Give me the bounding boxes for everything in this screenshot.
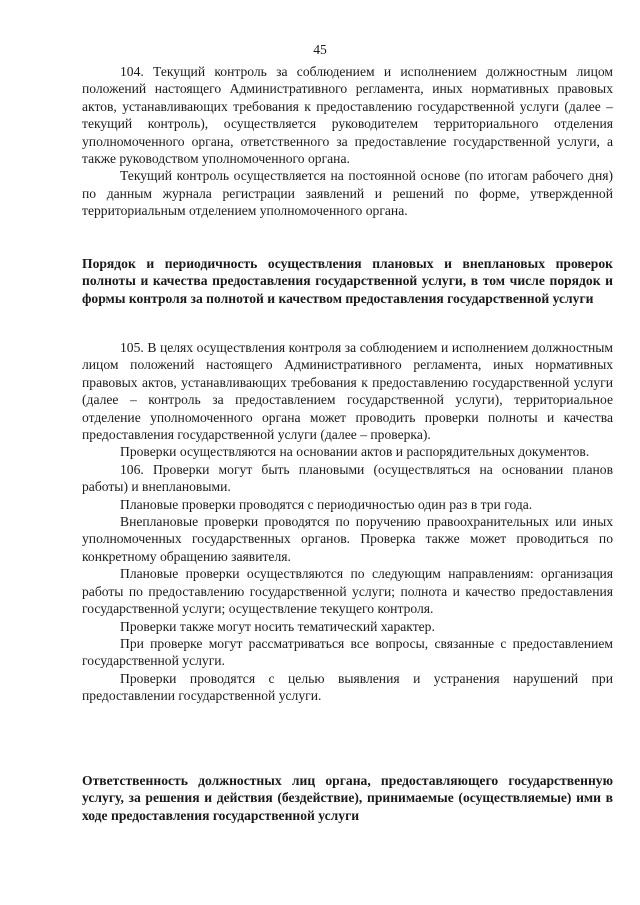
section-heading-responsibility bbox=[82, 772, 613, 824]
paragraph-106-purpose: Проверки проводятся с целью выявления и устранения нарушений при предоставлении государственной услуги. bbox=[82, 670, 613, 704]
paragraph-105: 105. В целях осуществления контроля за соблюдением и исполнением должностным лицом положений настоящего Административного регламента, иных нормативных правовых актов, устанавливающих требования к предоставлению государственной услуги (далее – контроль за предоставлением государственной услуги), территориальное отделение уполномоченного органа может проводить проверки полноты и качества предоставления государственной услуги (далее – проверка). bbox=[82, 340, 613, 443]
section-heading-inspections bbox=[82, 255, 613, 307]
section-current-control bbox=[82, 63, 613, 220]
paragraph-106-directions: Плановые проверки осуществляются по следующим направлениям: организация работы по предоставлению государственной услуги; полнота и качество предоставления государственной услуги; осуществление текущего контроля. bbox=[82, 566, 613, 617]
paragraph-104: 104. Текущий контроль за соблюдением и исполнением должностным лицом положений настоящего Административного регламента, иных нормативных правовых актов, устанавливающих требования к предоставлению государственной услуги (далее – текущий контроль), осуществляется руководителем территориального отделения уполномоченного органа, ответственного за предоставление государственной услуги, а также руководством уполномоченного органа. bbox=[82, 64, 613, 167]
paragraph-106-planned: Плановые проверки проводятся с периодичностью один раз в три года. bbox=[120, 496, 533, 512]
section-inspections bbox=[82, 339, 613, 705]
heading-responsibility: Ответственность должностных лиц органа, предоставляющего государственную услугу, за решения и действия (бездействие), принимаемые (осуществляемые) ими в ходе предоставления государственной услуги bbox=[82, 773, 613, 823]
paragraph-104-continuation: Текущий контроль осуществляется на постоянной основе (по итогам рабочего дня) по данным журнала регистрации заявлений и решений по форме, утвержденной территориальным отделением уполномоченного органа. bbox=[82, 168, 613, 219]
paragraph-106: 106. Проверки могут быть плановыми (осуществляться на основании планов работы) и внеплановыми. bbox=[82, 461, 613, 495]
page-number: 45 bbox=[313, 42, 327, 57]
heading-inspections: Порядок и периодичность осуществления плановых и внеплановых проверок полноты и качества предоставления государственной услуги, в том числе порядок и формы контроля за полнотой и качеством предоставления государственной услуги bbox=[82, 256, 613, 306]
paragraph-106-unplanned: Внеплановые проверки проводятся по поручению правоохранительных или иных уполномоченных государственных органов. Проверка также может проводиться по конкретному обращению заявителя. bbox=[82, 514, 613, 564]
paragraph-105-continuation: Проверки осуществляются на основании актов и распорядительных документов. bbox=[120, 444, 590, 460]
paragraph-106-thematic: Проверки также могут носить тематический характер. bbox=[120, 618, 435, 634]
paragraph-106-questions: При проверке могут рассматриваться все вопросы, связанные с предоставлением государственной услуги. bbox=[82, 635, 613, 669]
